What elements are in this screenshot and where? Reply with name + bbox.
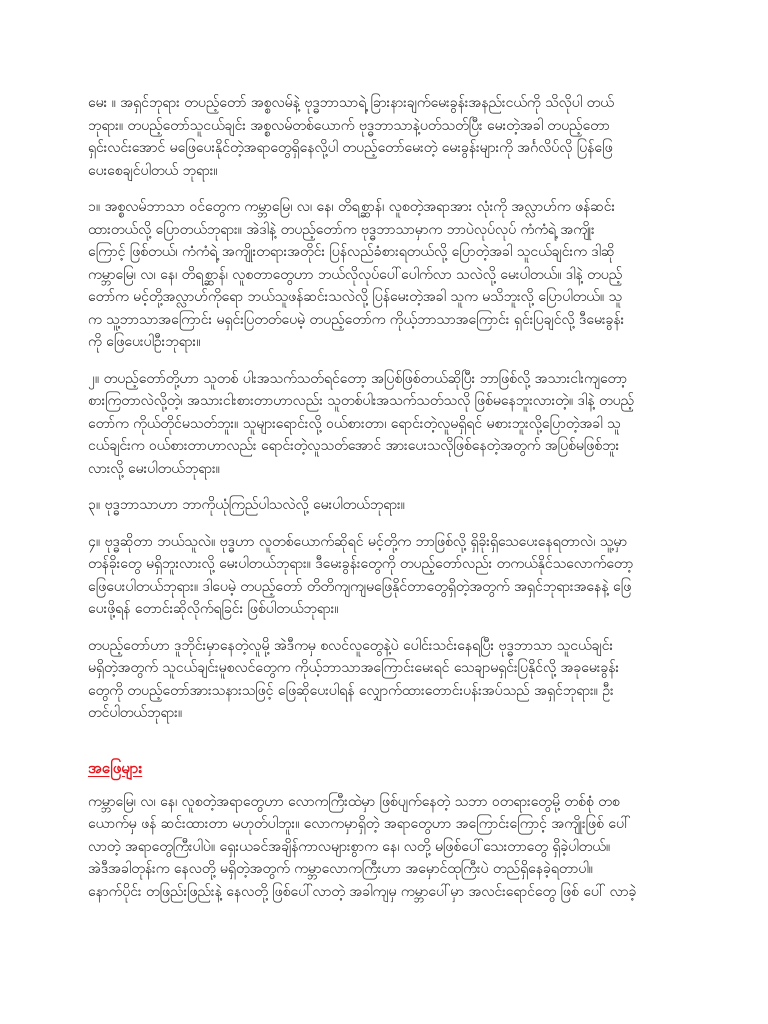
question-2-paragraph [88,368,684,481]
text-line: အဲဒီအခါတုန်းက နေလတို့ မရှိတဲ့အတွက် ကမ္ဘာလောကကြီးဟာ အမှောင်ထုကြီးပဲ တည်ရှိနေခဲ့ရတာပါ။ [88,861,593,877]
text-line: ယောက်မှ ဖန် ဆင်းထားတာ မဟုတ်ပါဘူး။ လောကမှာရှိတဲ့ အရာတွေဟာ အကြောင်းကြောင့် အကျိုးဖြစ် ပေါ် [88,816,631,832]
text-line: လာတဲ့ အရာတွေကြီးပါပဲ။ ရှေးယခင်အချိန်ကာလများစွာက နေ၊ လတို့ မဖြစ်ပေါ်သေးတာတွေ ရှိခဲ့ပါတယ်။ [88,838,611,855]
text-line: လားလို့ မေးပါတယ်ဘုရား။ [88,460,220,477]
text-line: ပေးဖို့ရန် တောင်းဆိုလိုက်ရခြင်း ဖြစ်ပါတယ်ဘုရား။ [88,601,339,617]
text-line: ငယ်ချင်းက ဝယ်စားတာဟာလည်း ရောင်းတဲ့လူသတ်အောင် အားပေးသလိုဖြစ်နေတဲ့အတွက် အပြစ်မဖြစ်ဘူး [88,438,620,454]
text-line: ကြောင့် ဖြစ်တယ်၊ ကံကံရဲ့ အကျိုးတရားအတိုင်း ပြန်လည်ခံစားရတယ်လို့ ပြောတဲ့အခါ သူငယ်ချင်းက ဒါဆို [88,244,615,260]
text-line: ရှင်းလင်းအောင် မဖြေပေးနိုင်တဲ့အရာတွေရှိနေလို့ပါ တပည့်တော်မေးတဲ့ မေးခွန်းများကို အင်္ဂလိပ်လို ပြန်ဖြေ [88,140,613,156]
text-line: ၄။ ဗုဒ္ဓဆိုတာ ဘယ်သူလဲ။ ဗုဒ္ဓဟာ လူတစ်ယောက်ဆိုရင် မင့်တို့က ဘာဖြစ်လို့ ရှိခိုးရှိသေပေးနေရတာလဲ၊ သူ့မှာ [88,533,628,550]
text-line: တော်က မင့်တို့အလ္လာဟ်ကိုရော ဘယ်သူဖန်ဆင်းသလဲလို့ ပြန်မေးတဲ့အခါ သူက မသိဘူးလို့ ပြောပါတယ်။ သူ [88,289,623,305]
text-line: မေး ။ အရှင်ဘုရား တပည့်တော် အစ္စလမ်နဲ့ ဗုဒ္ဓဘာသာရဲ့ ခြားနားချက်မေးခွန်းအနည်းငယ်ကို သိလိုပါ တယ် [88,95,614,111]
text-line: တပည့်တော်ဟာ ဒူဘိုင်းမှာနေတဲ့လူမို့ အဲဒီကမှ စလင်လူတွေနဲ့ပဲ ပေါင်းသင်းနေရပြီး ဗုဒ္ဓဘာသာ သူငယ်ချင်း [88,637,614,654]
answers-heading: အဖြေများ [88,758,143,777]
text-line: စားကြတာလဲလို့တဲ့၊ အသားငါးစားတာဟာလည်း သူတစ်ပါးအသက်သတ်သလို ဖြစ်မနေဘူးလားတဲ့။ ဒါနဲ့ တပည့် [88,393,635,409]
text-line: က သူ့ဘာသာအကြောင်း မရှင်းပြတတ်ပေမဲ့ တပည့်တော်က ကိုယ့်ဘာသာအကြောင်း ရှင်းပြချင်လို့ ဒီမေးခွန်း [88,311,625,328]
text-line: ကို ဖြေပေးပါဦးဘုရား။ [88,334,201,350]
answer-paragraph [88,791,684,904]
question-1-paragraph [88,196,684,354]
text-line: တော်က ကိုယ်တိုင်မသတ်ဘူး။ သူများရောင်းလို့ ဝယ်စားတာ၊ ရောင်းတဲ့လူမရှိရင် မစားဘူးလို့ပြောတဲ့အခါ သူ [88,415,621,432]
text-line: ဘုရား။ တပည့်တော်သူငယ်ချင်း အစ္စလမ်တစ်ယောက် ဗုဒ္ဓဘာသာနဲ့ပတ်သတ်ပြီး မေးတဲ့အခါ တပည့်တော [88,117,610,134]
closing-paragraph [88,635,684,725]
question-4-paragraph [88,531,684,621]
document-page [88,92,684,917]
text-line: ကမ္ဘာမြေ၊ လ၊ နေ၊ လူစတဲ့အရာတွေဟာ လောကကြီးထဲမှာ ဖြစ်ပျက်နေတဲ့ သဘာ ဝတရားတွေမို့ တစ်စုံ တစ [88,793,620,810]
question-3-paragraph [88,494,684,517]
text-line: နောက်ပိုင်း တဖြည်းဖြည်းနဲ့ နေလတို့ ဖြစ်ပေါ်လာတဲ့ အခါကျမှ ကမ္ဘာပေါ်မှာ အလင်းရောင်တွေ ဖြစ် ပေါ် လာခဲ့ [88,883,637,900]
text-line: ထားတယ်လို့ ပြောတယ်ဘုရား။ အဲဒါနဲ့ တပည့်တော်က ဗုဒ္ဓဘာသာမှာက ဘာပဲလုပ်လုပ် ကံကံရဲ့ အကျိုး [88,221,595,238]
text-line: ၃။ ဗုဒ္ဓဘာသာဟာ ဘာကိုယုံကြည်ပါသလဲလို့ မေးပါတယ်ဘုရား။ [88,497,405,513]
text-line: ကမ္ဘာမြေ၊ လ၊ နေ၊ တိရစ္ဆာန်၊ လူစတာတွေဟာ ဘယ်လိုလုပ်ပေါ်ပေါက်လာ သလဲလို့ မေးပါတယ်။ ဒါနဲ့ တပည့် [88,266,623,283]
text-line: ဖြေပေးပါတယ်ဘုရား။ ဒါပေမဲ့ တပည့်တော် တိတိကျကျမဖြေနိုင်တာတွေရှိတဲ့အတွက် အရှင်ဘုရားအနေနဲ့ ဖြေ [88,578,632,595]
text-line: ၂။ တပည့်တော်တို့ဟာ သူတစ် ပါးအသက်သတ်ရင်တော့ အပြစ်ဖြစ်တယ်ဆိုပြီး ဘာဖြစ်လို့ အသားငါးကျတော့ [88,370,627,387]
text-line: ပေးစေချင်ပါတယ် ဘုရား။ [88,162,218,179]
text-line: တွေကို တပည့်တော်အားသနားသဖြင့် ဖြေဆိုပေးပါရန် လျှောက်ထားတောင်းပန်းအပ်သည် အရှင်ဘုရား။ ဦး [88,682,614,699]
intro-paragraph [88,92,684,182]
text-line: ၁။ အစ္စလမ်ဘာသာ ဝင်တွေက ကမ္ဘာမြေ၊ လ၊ နေ၊ တိရစ္ဆာန်၊ လူစတဲ့အရာအား လုံးကို အလ္လာဟ်က ဖန်ဆင်း [88,199,616,215]
text-line: တန်ခိုးတွေ မရှိဘူးလားလို့ မေးပါတယ်ဘုရား။ ဒီမေးခွန်းတွေကို တပည့်တော်လည်း တကယ်နိုင်သလောက်တော့ [88,556,634,572]
text-line: မရှိတဲ့အတွက် သူငယ်ချင်းမူစလင်တွေက ကိုယ့်ဘာသာအကြောင်းမေးရင် သေချာမရှင်းပြနိုင်လို့ အခုမေးခွန်း [88,660,620,676]
text-line: တင်ပါတယ်ဘုရား။ [88,705,183,721]
